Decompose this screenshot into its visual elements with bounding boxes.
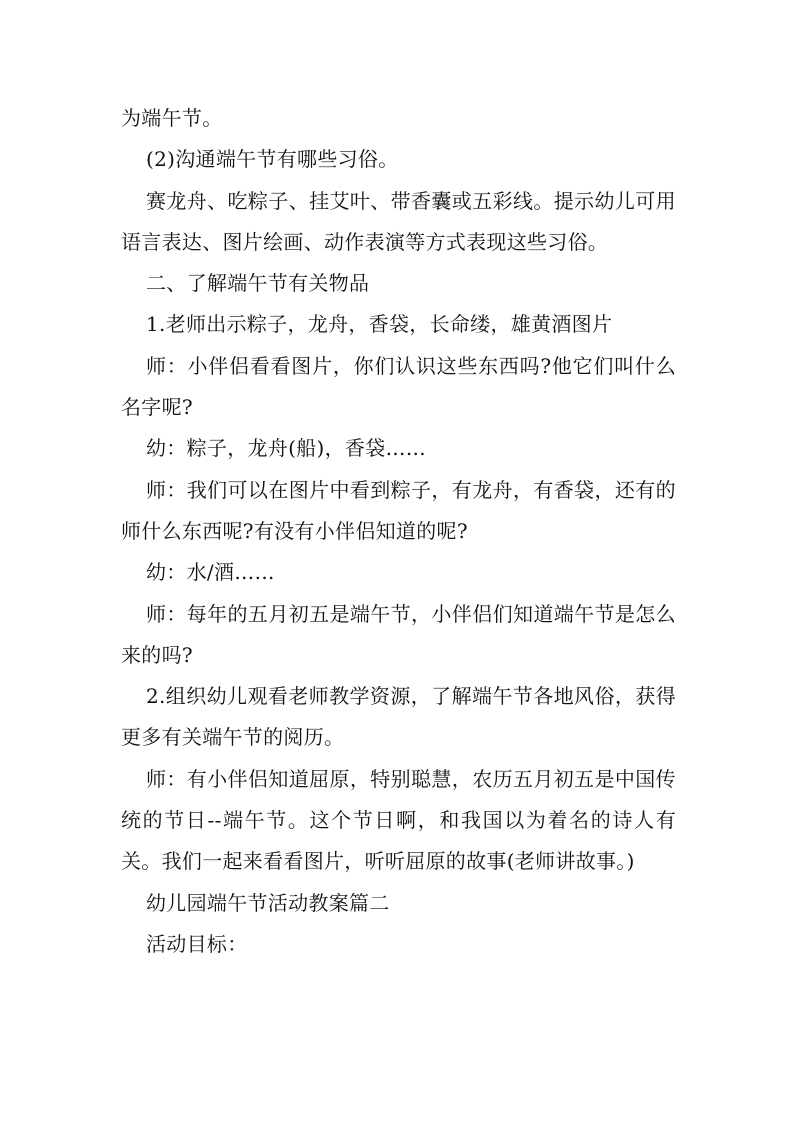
paragraph-9: 幼：水/酒…… — [146, 560, 275, 585]
paragraph-6: 师：小伴侣看看图片，你们认识这些东西吗?他它们叫什么名字呢? — [121, 353, 676, 420]
paragraph-12: 师：有小伴侣知道屈原，特别聪慧，农历五月初五是中国传统的节日--端午节。这个节日啊，和我国以为着名的诗人有关。我们一起来看看图片，听听屈原的故事(老师讲故事。) — [121, 766, 676, 874]
paragraph-2: (2)沟通端午节有哪些习俗。 — [146, 147, 399, 172]
paragraph-5: 1.老师出示粽子，龙舟，香袋，长命缕，雄黄酒图片 — [146, 312, 613, 337]
document-body — [121, 98, 676, 965]
paragraph-4: 二、了解端午节有关物品 — [146, 271, 370, 296]
paragraph-8: 师：我们可以在图片中看到粽子，有龙舟，有香袋，还有的师什么东西呢?有没有小伴侣知道的呢? — [121, 477, 676, 543]
activity-goals-label: 活动目标： — [146, 931, 248, 956]
paragraph-10: 师：每年的五月初五是端午节，小伴侣们知道端午节是怎么来的吗? — [121, 601, 676, 667]
paragraph-3: 赛龙舟、吃粽子、挂艾叶、带香囊或五彩线。提示幼儿可用语言表达、图片绘画、动作表演等方式表现这些习俗。 — [121, 188, 676, 254]
paragraph-1: 为端午节。 — [121, 106, 223, 130]
section-heading: 幼儿园端午节活动教案篇二 — [146, 890, 390, 915]
paragraph-11: 2.组织幼儿观看老师教学资源，了解端午节各地风俗，获得更多有关端午节的阅历。 — [121, 684, 676, 750]
paragraph-7: 幼：粽子，龙舟(船)，香袋…… — [146, 436, 427, 461]
